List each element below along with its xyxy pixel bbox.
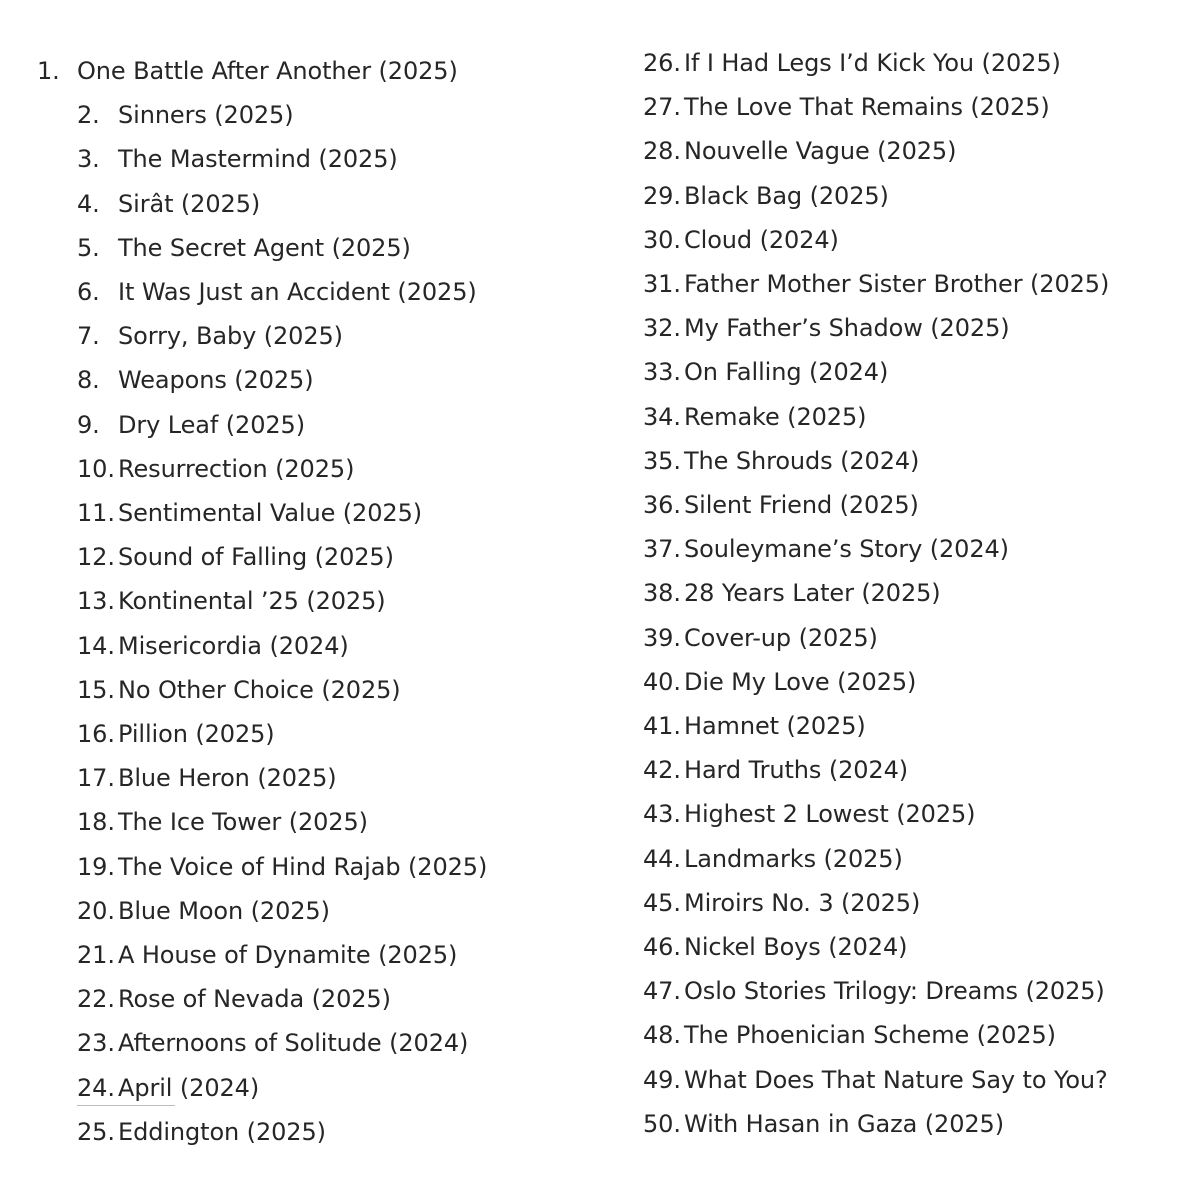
list-item: [643, 623, 1200, 657]
list-item-title: It Was Just an Accident (2025): [118, 278, 477, 306]
list-item-title: The Phoenician Scheme (2025): [684, 1021, 1056, 1049]
list-item-title: 28 Years Later (2025): [684, 579, 941, 607]
list-item-title: Miroirs No. 3 (2025): [684, 889, 921, 917]
list-item: [643, 357, 1200, 391]
list-item-title: The Love That Remains (2025): [684, 93, 1050, 121]
list-item-title: Landmarks (2025): [684, 845, 903, 873]
list-item-number: 25.: [77, 1118, 115, 1146]
list-item-number: 31.: [643, 270, 681, 298]
list-item-title: Hard Truths (2024): [684, 756, 909, 784]
list-item: [643, 711, 1200, 745]
list-item: [643, 799, 1200, 833]
list-item: [643, 534, 1200, 568]
list-item-number: 14.: [77, 632, 115, 660]
list-item-number: 29.: [643, 182, 681, 210]
list-item-title: Rose of Nevada (2025): [118, 985, 391, 1013]
list-item-title: Blue Moon (2025): [118, 897, 330, 925]
list-item-number: 10.: [77, 455, 115, 483]
list-item-title: Afternoons of Solitude (2024): [118, 1029, 469, 1057]
list-item-title: A House of Dynamite (2025): [118, 941, 458, 969]
list-item: [643, 92, 1200, 126]
list-item-title: Dry Leaf (2025): [118, 411, 305, 439]
list-item-number: 28.: [643, 137, 681, 165]
list-item: [643, 755, 1200, 789]
list-item-title: April (2024): [118, 1074, 260, 1102]
list-item-number: 33.: [643, 358, 681, 386]
list-item-title: What Does That Nature Say to You?: [684, 1066, 1108, 1094]
list-item-title: The Shrouds (2024): [684, 447, 920, 475]
list-item-number: 50.: [643, 1110, 681, 1138]
list-item-title: Blue Heron (2025): [118, 764, 337, 792]
list-item-number: 30.: [643, 226, 681, 254]
list-item-number: 8.: [77, 366, 100, 394]
list-item-title: Highest 2 Lowest (2025): [684, 800, 976, 828]
list-item-number: 21.: [77, 941, 115, 969]
list-item-title: Die My Love (2025): [684, 668, 917, 696]
list-item-number: 20.: [77, 897, 115, 925]
list-item-title: Remake (2025): [684, 403, 867, 431]
list-item-number: 27.: [643, 93, 681, 121]
list-item-number: 9.: [77, 411, 100, 439]
list-item-title: My Father’s Shadow (2025): [684, 314, 1010, 342]
list-item: [643, 313, 1200, 347]
list-item-number: 41.: [643, 712, 681, 740]
list-item-title: Kontinental ’25 (2025): [118, 587, 386, 615]
list-item-number: 46.: [643, 933, 681, 961]
list-item-title: If I Had Legs I’d Kick You (2025): [684, 49, 1061, 77]
list-item-title: Pillion (2025): [118, 720, 275, 748]
list-item-number: 39.: [643, 624, 681, 652]
list-item: [643, 888, 1200, 922]
list-item-title: Black Bag (2025): [684, 182, 889, 210]
list-item-number: 38.: [643, 579, 681, 607]
list-item-title: Sinners (2025): [118, 101, 294, 129]
list-item-number: 19.: [77, 853, 115, 881]
list-item-title: The Ice Tower (2025): [118, 808, 368, 836]
list-item-title: The Voice of Hind Rajab (2025): [118, 853, 488, 881]
list-item-title: With Hasan in Gaza (2025): [684, 1110, 1004, 1138]
list-item-number: 17.: [77, 764, 115, 792]
list-item-title: Nickel Boys (2024): [684, 933, 908, 961]
list-item: [643, 136, 1200, 170]
list-item: [643, 48, 1200, 82]
list-item: [643, 402, 1200, 436]
list-item: [643, 578, 1200, 612]
list-item-number: 44.: [643, 845, 681, 873]
list-item-number: 13.: [77, 587, 115, 615]
list-item-number: 15.: [77, 676, 115, 704]
list-item: [643, 932, 1200, 966]
list-item-title: One Battle After Another (2025): [77, 57, 458, 85]
list-item-number: 48.: [643, 1021, 681, 1049]
list-item-number: 5.: [77, 234, 100, 262]
list-item-number: 37.: [643, 535, 681, 563]
list-item-title: Sentimental Value (2025): [118, 499, 422, 527]
list-item: [643, 667, 1200, 701]
list-item-number: 43.: [643, 800, 681, 828]
list-item: [643, 269, 1200, 303]
list-item-number: 3.: [77, 145, 100, 173]
list-item-number: 18.: [77, 808, 115, 836]
list-item-number: 4.: [77, 190, 100, 218]
list-item-title: Nouvelle Vague (2025): [684, 137, 957, 165]
list-item-number: 22.: [77, 985, 115, 1013]
list-item-number: 11.: [77, 499, 115, 527]
list-item: [643, 490, 1200, 524]
list-item-number: 40.: [643, 668, 681, 696]
list-item-title: Misericordia (2024): [118, 632, 349, 660]
list-item-number: 24.: [77, 1074, 115, 1102]
list-item-number: 12.: [77, 543, 115, 571]
list-item-number: 49.: [643, 1066, 681, 1094]
list-item-number: 6.: [77, 278, 100, 306]
list-item-number: 16.: [77, 720, 115, 748]
list-item-title: Sorry, Baby (2025): [118, 322, 343, 350]
list-item-number: 23.: [77, 1029, 115, 1057]
list-item: [643, 1020, 1200, 1054]
list-item-number: 7.: [77, 322, 100, 350]
list-item-number: 34.: [643, 403, 681, 431]
list-item: [643, 225, 1200, 259]
list-item-title: No Other Choice (2025): [118, 676, 401, 704]
list-item-title: Weapons (2025): [118, 366, 314, 394]
list-item-number: 32.: [643, 314, 681, 342]
list-item-title: Cloud (2024): [684, 226, 839, 254]
list-item-number: 26.: [643, 49, 681, 77]
list-item-title: Sound of Falling (2025): [118, 543, 394, 571]
list-item-title: Souleymane’s Story (2024): [684, 535, 1009, 563]
list-item-number: 1.: [37, 57, 60, 85]
list-item-title: Father Mother Sister Brother (2025): [684, 270, 1110, 298]
list-item-number: 35.: [643, 447, 681, 475]
list-item: [643, 1065, 1200, 1099]
list-item-title: Cover-up (2025): [684, 624, 878, 652]
list-item-title: Resurrection (2025): [118, 455, 355, 483]
list-item-title: Hamnet (2025): [684, 712, 866, 740]
list-item-number: 36.: [643, 491, 681, 519]
list-item-title: The Secret Agent (2025): [118, 234, 411, 262]
list-item-title: Oslo Stories Trilogy: Dreams (2025): [684, 977, 1105, 1005]
list-item: [643, 844, 1200, 878]
list-item-number: 42.: [643, 756, 681, 784]
list-item-title: The Mastermind (2025): [118, 145, 398, 173]
list-item-title: Eddington (2025): [118, 1118, 326, 1146]
list-item-number: 45.: [643, 889, 681, 917]
list-item-title: On Falling (2024): [684, 358, 889, 386]
list-item: [643, 1109, 1200, 1143]
list-item-title: Sirât (2025): [118, 190, 261, 218]
list-item: [643, 181, 1200, 215]
list-item-number: 2.: [77, 101, 100, 129]
list-item-number: 47.: [643, 977, 681, 1005]
list-item: [643, 976, 1200, 1010]
list-item-title: Silent Friend (2025): [684, 491, 919, 519]
list-item: [643, 446, 1200, 480]
